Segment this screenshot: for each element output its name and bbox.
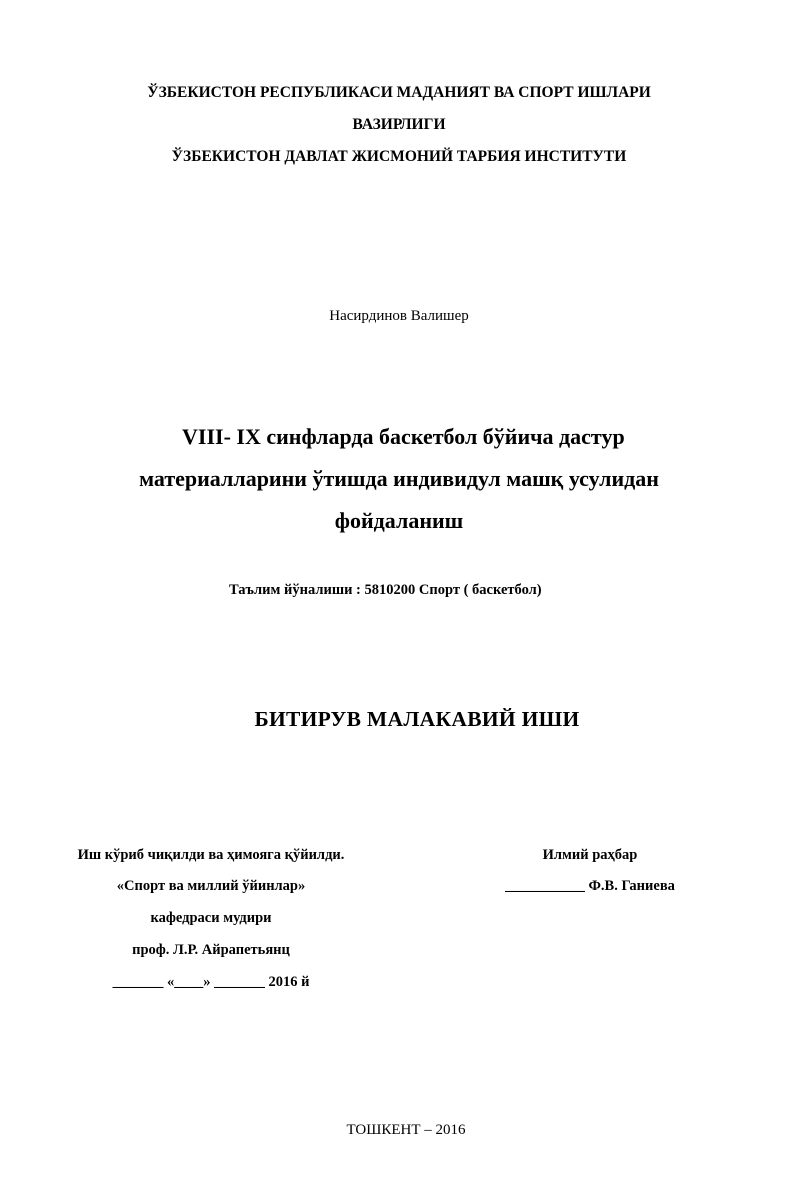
approval-line-2: «Спорт ва миллий ўйинлар»: [116, 878, 306, 894]
ministry-name-line-2: ВАЗИРЛИГИ: [352, 116, 446, 133]
approval-line-4: проф. Л.Р. Айрапетьянц: [132, 942, 290, 958]
approval-date-line: _______ «____» _______ 2016 й: [112, 974, 310, 990]
study-direction: Таълим йўналиши : 5810200 Спорт ( баскетбол): [229, 582, 542, 598]
ministry-name-line-1: ЎЗБЕКИСТОН РЕСПУБЛИКАСИ МАДАНИЯТ ВА СПОРТ ИШЛАРИ: [147, 84, 651, 101]
work-type-heading: БИТИРУВ МАЛАКАВИЙ ИШИ: [254, 707, 580, 731]
institute-name: ЎЗБЕКИСТОН ДАВЛАТ ЖИСМОНИЙ ТАРБИЯ ИНСТИТУТИ: [171, 148, 627, 165]
city-year-footer: ТОШКЕНТ – 2016: [346, 1122, 466, 1138]
author-name: Насирдинов Валишер: [329, 308, 469, 324]
supervisor-signature: ___________ Ф.В. Ганиева: [505, 878, 675, 894]
supervisor-label: Илмий раҳбар: [542, 847, 638, 863]
approval-line-1: Иш кўриб чиқилди ва ҳимояга қўйилди.: [77, 847, 345, 863]
approval-line-3: кафедраси мудири: [150, 910, 272, 926]
thesis-title-line-3: фойдаланиш: [334, 508, 464, 533]
thesis-title-line-1: VIII- IX синфларда баскетбол бўйича дастур: [182, 424, 625, 449]
thesis-title-line-2: материалларини ўтишда индивидул машқ усулидан: [139, 466, 659, 491]
